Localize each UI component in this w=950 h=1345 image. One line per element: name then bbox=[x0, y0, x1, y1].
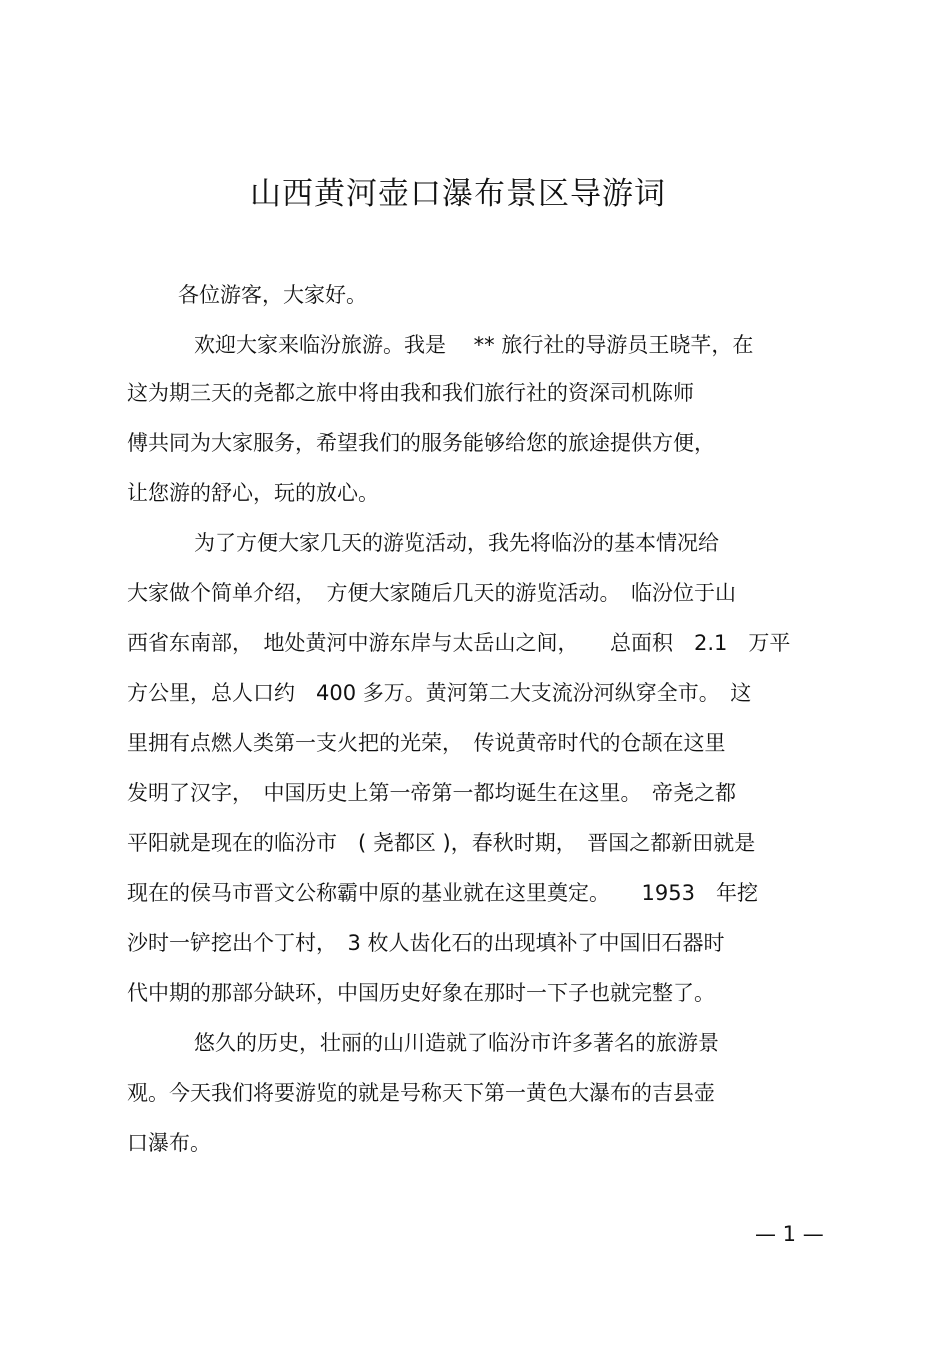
text-line: 让您游的舒心，玩的放心。 bbox=[127, 481, 379, 505]
text-line: 平阳就是现在的临汾市 ( 尧都区 )，春秋时期， 晋国之都新田就是 bbox=[127, 831, 756, 855]
document-title: 山西黄河壶口瀑布景区导游词 bbox=[250, 176, 666, 212]
text-line: 傅共同为大家服务，希望我们的服务能够给您的旅途提供方便， bbox=[127, 431, 715, 455]
text-line: 方公里，总人口约 400 多万。黄河第二大支流汾河纵穿全市。 这 bbox=[127, 681, 752, 705]
text-line: 这为期三天的尧都之旅中将由我和我们旅行社的资深司机陈师 bbox=[127, 381, 694, 405]
text-line: 口瀑布。 bbox=[127, 1131, 211, 1155]
text-line: 观。今天我们将要游览的就是号称天下第一黄色大瀑布的吉县壶 bbox=[127, 1081, 715, 1105]
text-line: 西省东南部， 地处黄河中游东岸与太岳山之间， 总面积 2.1 万平 bbox=[127, 631, 791, 655]
text-line: 沙时一铲挖出个丁村， 3 枚人齿化石的出现填补了中国旧石器时 bbox=[127, 931, 725, 955]
text-line: 为了方便大家几天的游览活动，我先将临汾的基本情况给 bbox=[194, 531, 719, 555]
text-line: 代中期的那部分缺环，中国历史好象在那时一下子也就完整了。 bbox=[127, 981, 715, 1005]
text-line: 悠久的历史，壮丽的山川造就了临汾市许多著名的旅游景 bbox=[194, 1031, 719, 1055]
text-line: 大家做个简单介绍， 方便大家随后几天的游览活动。 临汾位于山 bbox=[127, 581, 736, 605]
text-line: 欢迎大家来临汾旅游。我是 ** 旅行社的导游员王晓芊，在 bbox=[194, 333, 754, 357]
text-line: 里拥有点燃人类第一支火把的光荣， 传说黄帝时代的仓颉在这里 bbox=[127, 731, 726, 755]
text-line: 现在的侯马市晋文公称霸中原的基业就在这里奠定。 1953 年挖 bbox=[127, 881, 758, 905]
paragraph-greeting: 各位游客，大家好。 bbox=[178, 283, 367, 307]
text-line: 发明了汉字， 中国历史上第一帝第一都均诞生在这里。 帝尧之都 bbox=[127, 781, 736, 805]
page-number: — 1 — bbox=[755, 1222, 824, 1246]
